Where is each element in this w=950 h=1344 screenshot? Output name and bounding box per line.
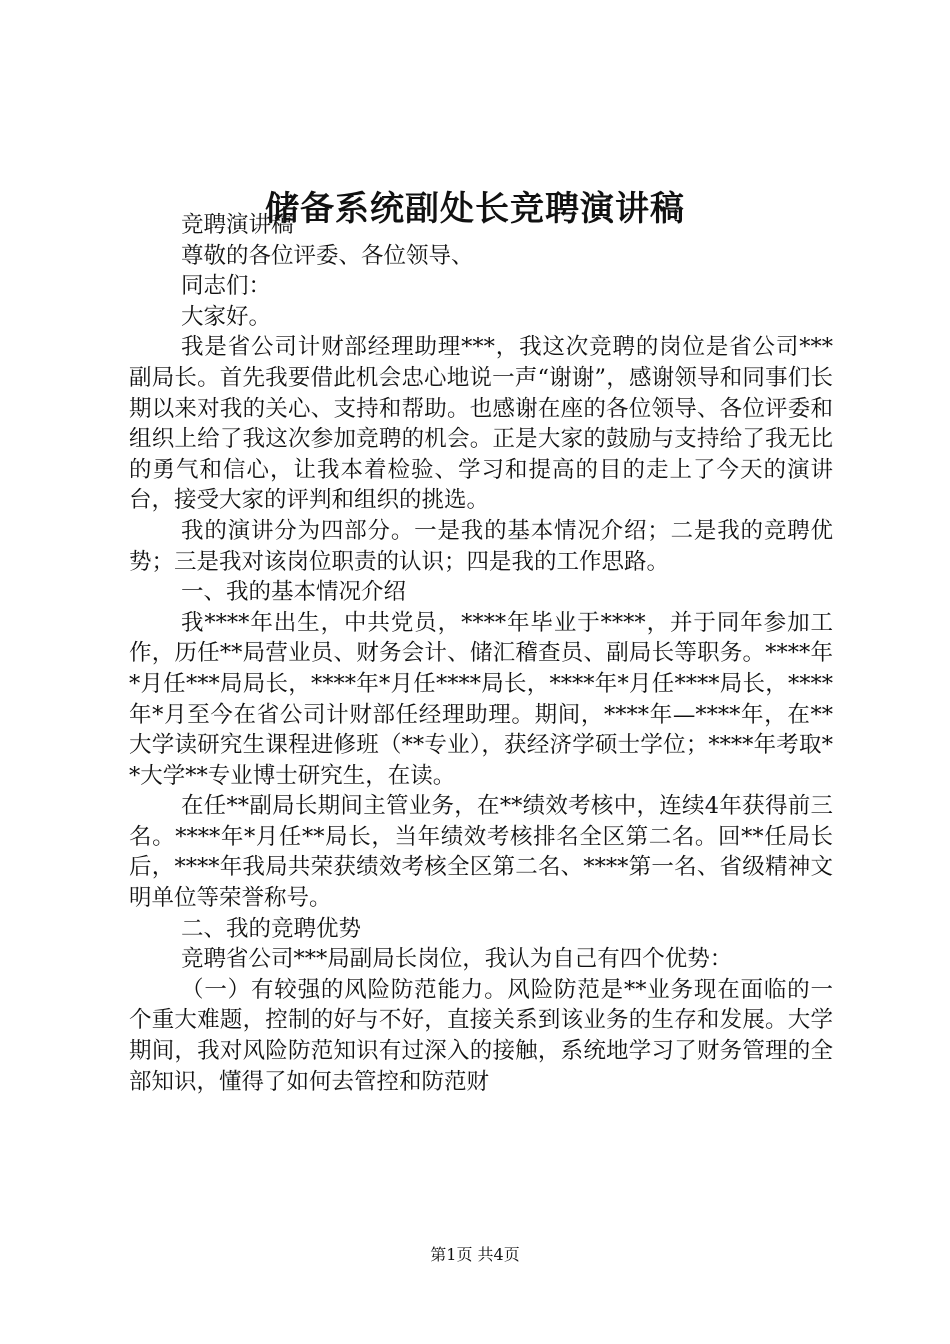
paragraph-advantage-1: （一）有较强的风险防范能力。风险防范是**业务现在面临的一个重大难题，控制的好与不好，直接关系到该业务的生存和发展。大学期间，我对风险防范知识有过深入的接触，系统地学习了财务管理的全部知识，懂得了如何去管控和防范财 <box>129 976 833 1095</box>
paragraph-greeting: 大家好。 <box>181 303 272 330</box>
paragraph-background: 我****年出生，中共党员，****年毕业于****，并于同年参加工作，历任**局营业员、财务会计、储汇稽查员、副局长等职务。****年*月任***局局长，****年*月任****局长，****年*月任****局长，****年*月至今在省公司计财部任经理助理。期间，****年—****年，在**大学读研究生课程进修班（**专业），获经济学硕士学位；****年考取**大学**专业博士研究生，在读。 <box>129 609 833 789</box>
section-heading-2: 二、我的竞聘优势 <box>181 915 362 942</box>
paragraph-heading: 竞聘演讲稿 <box>181 212 294 238</box>
document-body <box>129 210 833 1097</box>
paragraph-outline: 我的演讲分为四部分。一是我的基本情况介绍；二是我的竞聘优势；三是我对该岗位职责的认识；四是我的工作思路。 <box>129 517 833 575</box>
paragraph-advantages-intro: 竞聘省公司***局副局长岗位，我认为自己有四个优势： <box>181 946 733 973</box>
document-title: 储备系统副处长竞聘演讲稿 <box>265 189 685 229</box>
paragraph-intro: 我是省公司计财部经理助理***，我这次竞聘的岗位是省公司***副局长。首先我要借此机会忠心地说一声“谢谢”，感谢领导和同事们长期以来对我的关心、支持和帮助。也感谢在座的各位领导、各位评委和组织上给了我这次参加竞聘的机会。正是大家的鼓励与支持给了我无比的勇气和信心，让我本着检验、学习和提高的目的走上了今天的演讲台，接受大家的评判和组织的挑选。 <box>129 334 833 514</box>
paragraph-salutation: 尊敬的各位评委、各位领导、 <box>181 242 474 269</box>
page-number-footer: 第1页 共4页 <box>430 1245 520 1264</box>
paragraph-achievements: 在任**副局长期间主管业务，在**绩效考核中，连续4年获得前三名。****年*月任**局长，当年绩效考核排名全区第二名。回**任局长后，****年我局共荣获绩效考核全区第二名、****第一名、省级精神文明单位等荣誉称号。 <box>129 793 833 912</box>
paragraph-salutation-2: 同志们： <box>181 273 272 300</box>
section-heading-1: 一、我的基本情况介绍 <box>181 579 407 606</box>
